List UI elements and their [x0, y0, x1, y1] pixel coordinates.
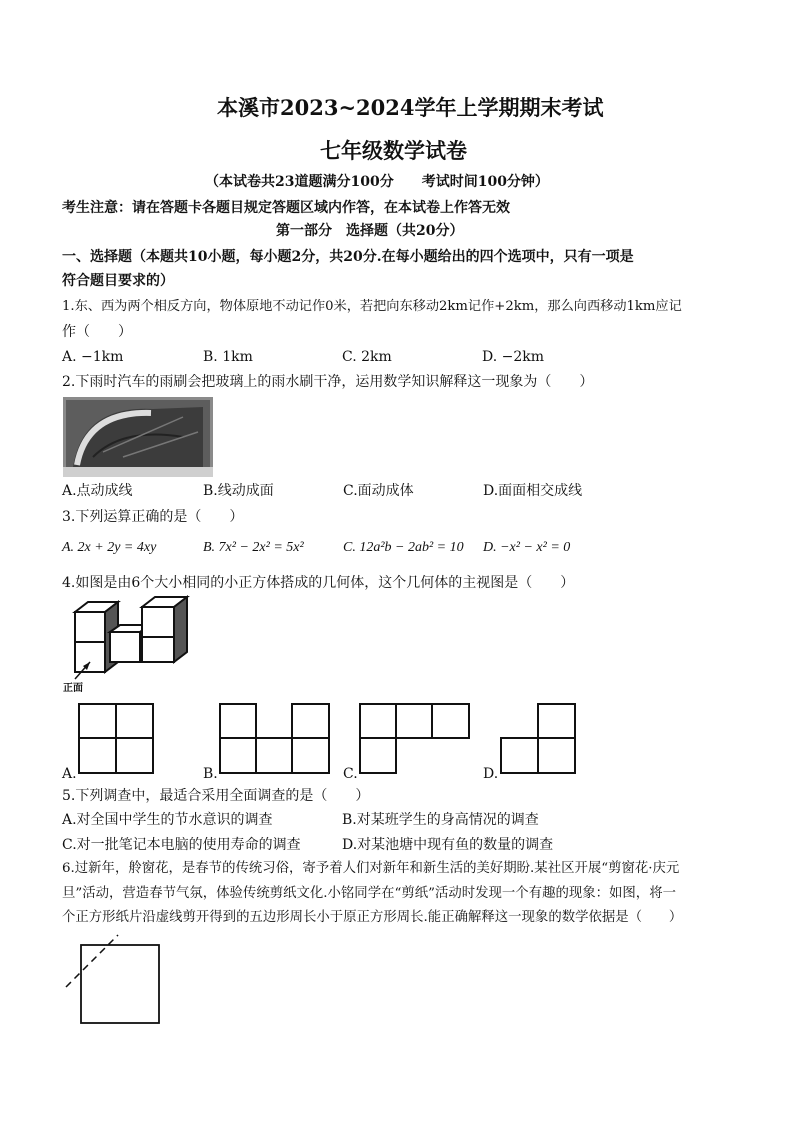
square-cut-figure [62, 935, 172, 1035]
q1-option-a: A. −1km [62, 349, 124, 365]
q2-option-a: A.点动成线 [62, 483, 133, 499]
q4-option-d-figure [500, 703, 580, 775]
cube-solid-figure [70, 597, 200, 687]
q6-stem-line2: 旦”活动，营造春节气氛，体验传统剪纸文化.小铭同学在“剪纸”活动时发现一个有趣的现象：如图，将一 [62, 886, 676, 901]
q3-option-a: A. 2x + 2y = 4xy [62, 540, 157, 555]
q4-option-d: D. [483, 766, 499, 782]
q2-stem: 2.下雨时汽车的雨刷会把玻璃上的雨水刷干净，运用数学知识解释这一现象为（ ） [62, 374, 594, 390]
q1-option-d: D. −2km [482, 349, 545, 365]
q6-stem-line1: 6.过新年，舲窗花，是春节的传统习俗，寄予着人们对新年和新生活的美好期盼.某社区开展“剪窗花·庆元 [62, 861, 680, 876]
q1-option-b: B. 1km [203, 349, 253, 365]
q4-option-a-figure [78, 703, 158, 775]
q4-option-b: B. [203, 766, 218, 782]
q5-option-b: B.对某班学生的身高情况的调查 [342, 812, 539, 828]
q2-option-d: D.面面相交成线 [483, 483, 583, 499]
exam-title: 本溪市2023~2024学年上学期期末考试 [217, 95, 604, 120]
q2-option-c: C.面动成体 [343, 483, 414, 499]
exam-notice: 考生注意：请在答题卡各题目规定答题区域内作答，在本试卷上作答无效 [62, 200, 510, 216]
q4-option-a: A. [62, 766, 77, 782]
q2-option-b: B.线动成面 [203, 483, 274, 499]
exam-info: （本试卷共23道题满分100分 考试时间100分钟） [205, 174, 549, 190]
q5-option-d: D.对某池塘中现有鱼的数量的调查 [342, 837, 554, 853]
q3-option-b: B. 7x² − 2x² = 5x² [203, 540, 304, 555]
q4-option-c-figure [359, 703, 471, 775]
part1-title: 第一部分 选择题（共20分） [276, 223, 464, 239]
q4-option-c: C. [343, 766, 358, 782]
section-instruction-line2: 符合题目要求的） [62, 273, 174, 289]
section-instruction-line1: 一、选择题（本题共10小题，每小题2分，共20分.在每小题给出的四个选项中，只有一项是 [62, 249, 634, 265]
q5-option-c: C.对一批笔记本电脑的使用寿命的调查 [62, 837, 301, 853]
q1-option-c: C. 2km [342, 349, 392, 365]
q3-stem: 3.下列运算正确的是（ ） [62, 509, 244, 525]
front-view-label: 正面 [63, 683, 83, 694]
q4-option-b-figure [219, 703, 331, 775]
q5-option-a: A.对全国中学生的节水意识的调查 [62, 812, 273, 828]
q1-stem-line1: 1.东、西为两个相反方向，物体原地不动记作0米，若把向东移动2km记作+2km，那么向西移动1km应记 [62, 299, 682, 314]
exam-subtitle: 七年级数学试卷 [320, 138, 467, 163]
q5-stem: 5.下列调查中，最适合采用全面调查的是（ ） [62, 788, 370, 804]
q6-stem-line3: 个正方形纸片沿虚线剪开得到的五边形周长小于原正方形周长.能正确解释这一现象的数学依据是（ ） [62, 910, 683, 925]
q3-option-d: D. −x² − x² = 0 [483, 540, 571, 555]
q3-option-c: C. 12a²b − 2ab² = 10 [343, 540, 464, 555]
q1-stem-line2: 作（ ） [62, 324, 132, 340]
windshield-wiper-photo [63, 397, 213, 477]
q4-stem: 4.如图是由6个大小相同的小正方体搭成的几何体，这个几何体的主视图是（ ） [62, 575, 575, 591]
